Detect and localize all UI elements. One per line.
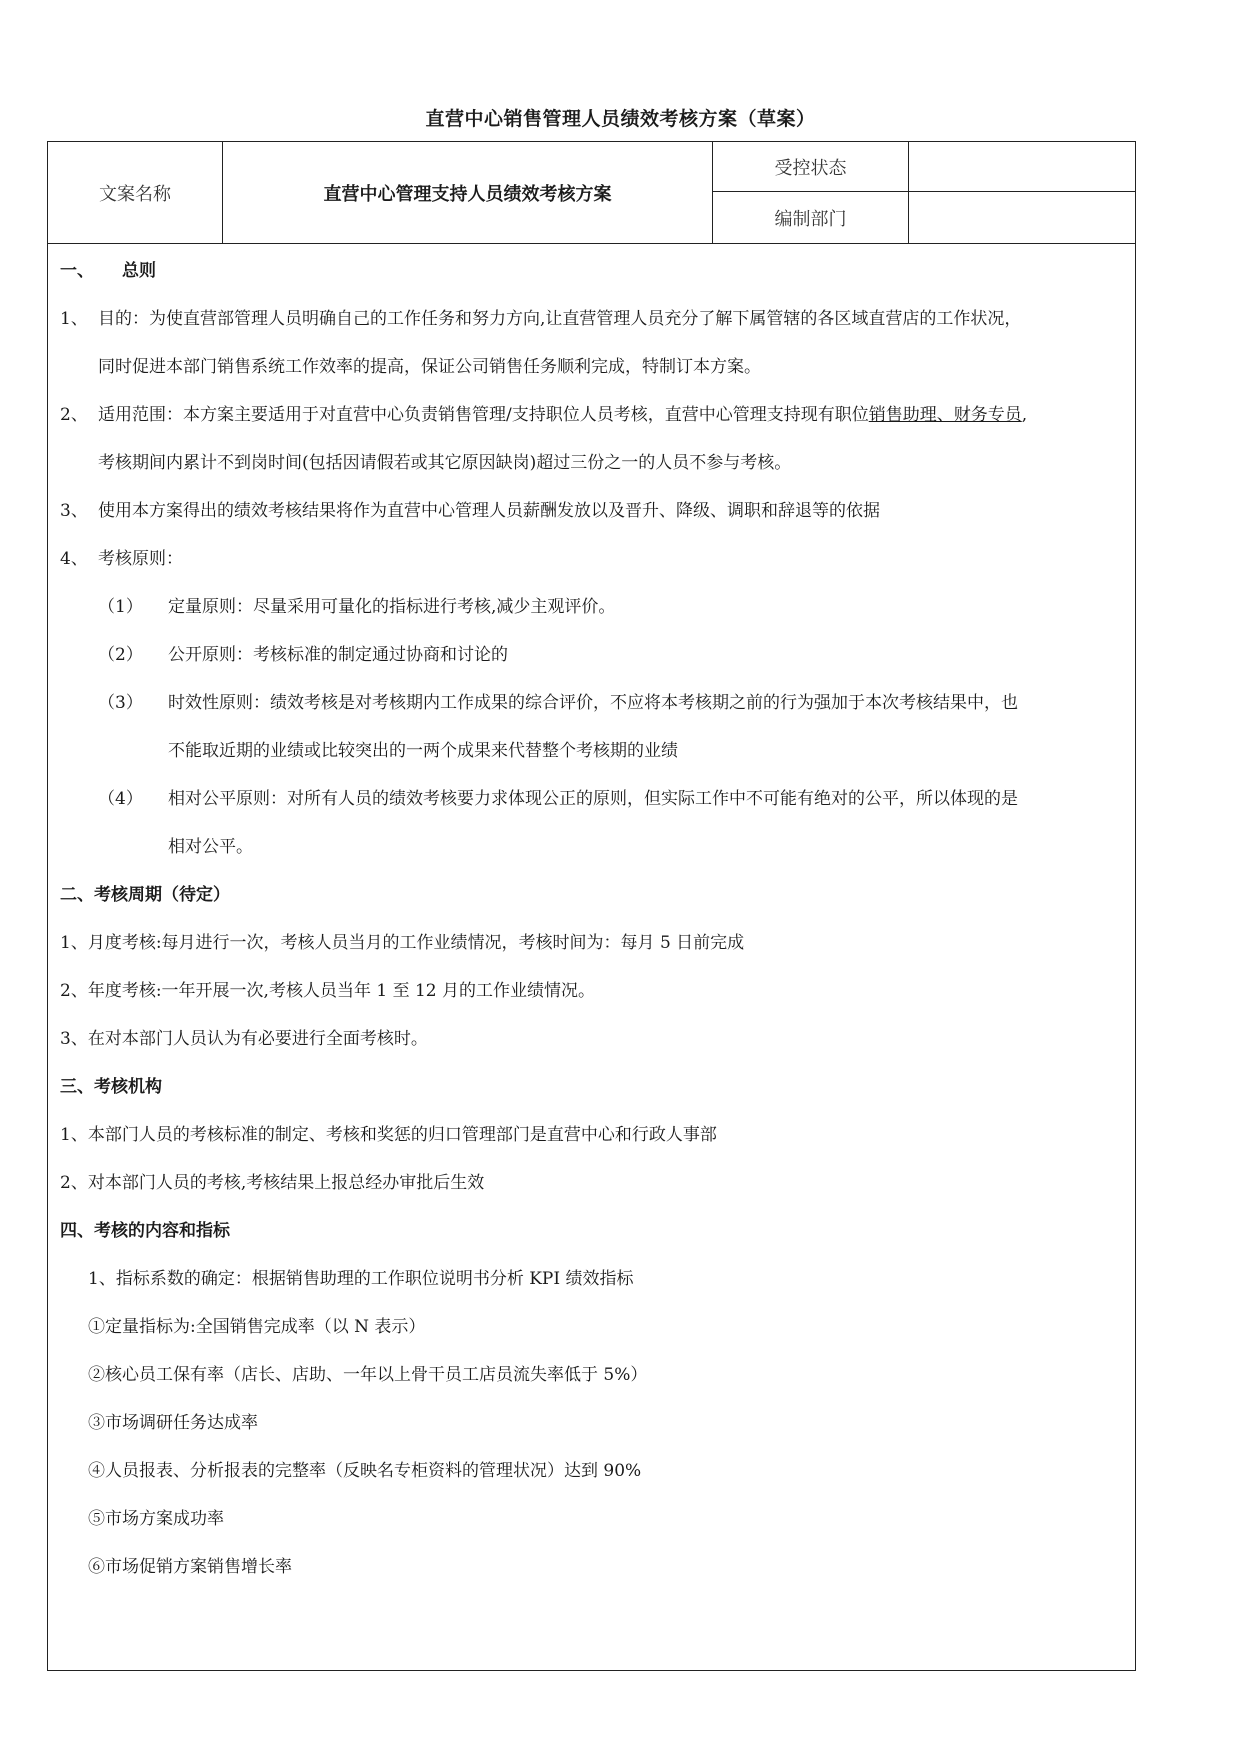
principle-1-number: （1） bbox=[98, 597, 143, 617]
section-4-heading: 四、考核的内容和指标 bbox=[60, 1221, 230, 1241]
kpi-3: ③市场调研任务达成率 bbox=[88, 1413, 258, 1433]
kpi-2: ②核心员工保有率（店长、店助、一年以上骨干员工店员流失率低于 5%） bbox=[88, 1365, 648, 1385]
s2-item-1: 1、月度考核:每月进行一次，考核人员当月的工作业绩情况，考核时间为：每月 5 日前完成 bbox=[60, 933, 745, 953]
section-1-heading bbox=[60, 260, 156, 282]
document-body bbox=[48, 142, 1135, 1670]
doc-name-value: 直营中心管理支持人员绩效考核方案 bbox=[223, 142, 713, 243]
s3-item-2: 2、对本部门人员的考核,考核结果上报总经办审批后生效 bbox=[60, 1173, 485, 1193]
s1-item-2-number: 2、 bbox=[60, 405, 88, 425]
s1-item-2 bbox=[60, 404, 1027, 426]
s1-item-4-text: 考核原则： bbox=[98, 549, 183, 569]
label-control-status: 受控状态 bbox=[713, 142, 909, 192]
kpi-1: ①定量指标为:全国销售完成率（以 N 表示） bbox=[88, 1317, 426, 1337]
principle-4-cont: 相对公平。 bbox=[168, 837, 253, 857]
s1-item-1-line-a: 目的：为使直营部管理人员明确自己的工作任务和努力方向,让直营管理人员充分了解下属管辖的各区域直营店的工作状况， bbox=[98, 309, 1022, 329]
s1-item-1 bbox=[60, 308, 1021, 330]
section-1-number: 一、 bbox=[60, 261, 94, 281]
principle-4 bbox=[98, 788, 1018, 810]
document-frame bbox=[47, 141, 1136, 1671]
principle-3-line-a: 时效性原则：绩效考核是对考核期内工作成果的综合评价，不应将本考核期之前的行为强加于本次考核结果中，也 bbox=[168, 693, 1018, 713]
principle-3-number: （3） bbox=[98, 693, 143, 713]
s1-item-3-number: 3、 bbox=[60, 501, 88, 521]
s1-item-1-number: 1、 bbox=[60, 309, 88, 329]
principle-3-cont: 不能取近期的业绩或比较突出的一两个成果来代替整个考核期的业绩 bbox=[168, 741, 678, 761]
principle-4-line-a: 相对公平原则：对所有人员的绩效考核要力求体现公正的原则，但实际工作中不可能有绝对的公平，所以体现的是 bbox=[168, 789, 1018, 809]
kpi-4: ④人员报表、分析报表的完整率（反映名专柜资料的管理状况）达到 90% bbox=[88, 1461, 642, 1481]
label-doc-name: 文案名称 bbox=[48, 142, 223, 243]
s1-item-2-line-a: 适用范围：本方案主要适用于对直营中心负责销售管理/支持职位人员考核，直营中心管理支持现有职位 bbox=[98, 405, 869, 425]
section-1-title: 总则 bbox=[122, 261, 156, 281]
s2-item-2: 2、年度考核:一年开展一次,考核人员当年 1 至 12 月的工作业绩情况。 bbox=[60, 981, 596, 1001]
section-3-heading: 三、考核机构 bbox=[60, 1077, 162, 1097]
s1-item-4 bbox=[60, 548, 183, 570]
s1-item-3-text: 使用本方案得出的绩效考核结果将作为直营中心管理人员薪酬发放以及晋升、降级、调职和辞退等的依据 bbox=[98, 501, 880, 521]
principle-2-text: 公开原则：考核标准的制定通过协商和讨论的 bbox=[168, 645, 508, 665]
principle-2 bbox=[98, 644, 508, 666]
s1-item-3 bbox=[60, 500, 880, 522]
kpi-5: ⑤市场方案成功率 bbox=[88, 1509, 224, 1529]
s1-item-2-cont: 考核期间内累计不到岗时间(包括因请假若或其它原因缺岗)超过三份之一的人员不参与考核。 bbox=[98, 453, 792, 473]
principle-4-number: （4） bbox=[98, 789, 143, 809]
s1-item-1-cont: 同时促进本部门销售系统工作效率的提高，保证公司销售任务顺利完成，特制订本方案。 bbox=[98, 357, 761, 377]
principle-3 bbox=[98, 692, 1018, 714]
s1-item-2-underlined: 销售助理、财务专员 bbox=[868, 405, 1022, 425]
section-2-heading: 二、考核周期（待定） bbox=[60, 885, 230, 905]
principle-1 bbox=[98, 596, 615, 618]
principle-1-text: 定量原则：尽量采用可量化的指标进行考核,减少主观评价。 bbox=[168, 597, 616, 617]
s4-item-1: 1、指标系数的确定：根据销售助理的工作职位说明书分析 KPI 绩效指标 bbox=[88, 1269, 634, 1289]
s1-item-4-number: 4、 bbox=[60, 549, 88, 569]
kpi-6: ⑥市场促销方案销售增长率 bbox=[88, 1557, 292, 1577]
principle-2-number: （2） bbox=[98, 645, 143, 665]
s1-item-2-end: , bbox=[1021, 405, 1028, 425]
s2-item-3: 3、在对本部门人员认为有必要进行全面考核时。 bbox=[60, 1029, 428, 1049]
s3-item-1: 1、本部门人员的考核标准的制定、考核和奖惩的归口管理部门是直营中心和行政人事部 bbox=[60, 1125, 717, 1145]
document-title: 直营中心销售管理人员绩效考核方案（草案） bbox=[425, 108, 816, 130]
label-compiling-dept: 编制部门 bbox=[713, 192, 909, 243]
